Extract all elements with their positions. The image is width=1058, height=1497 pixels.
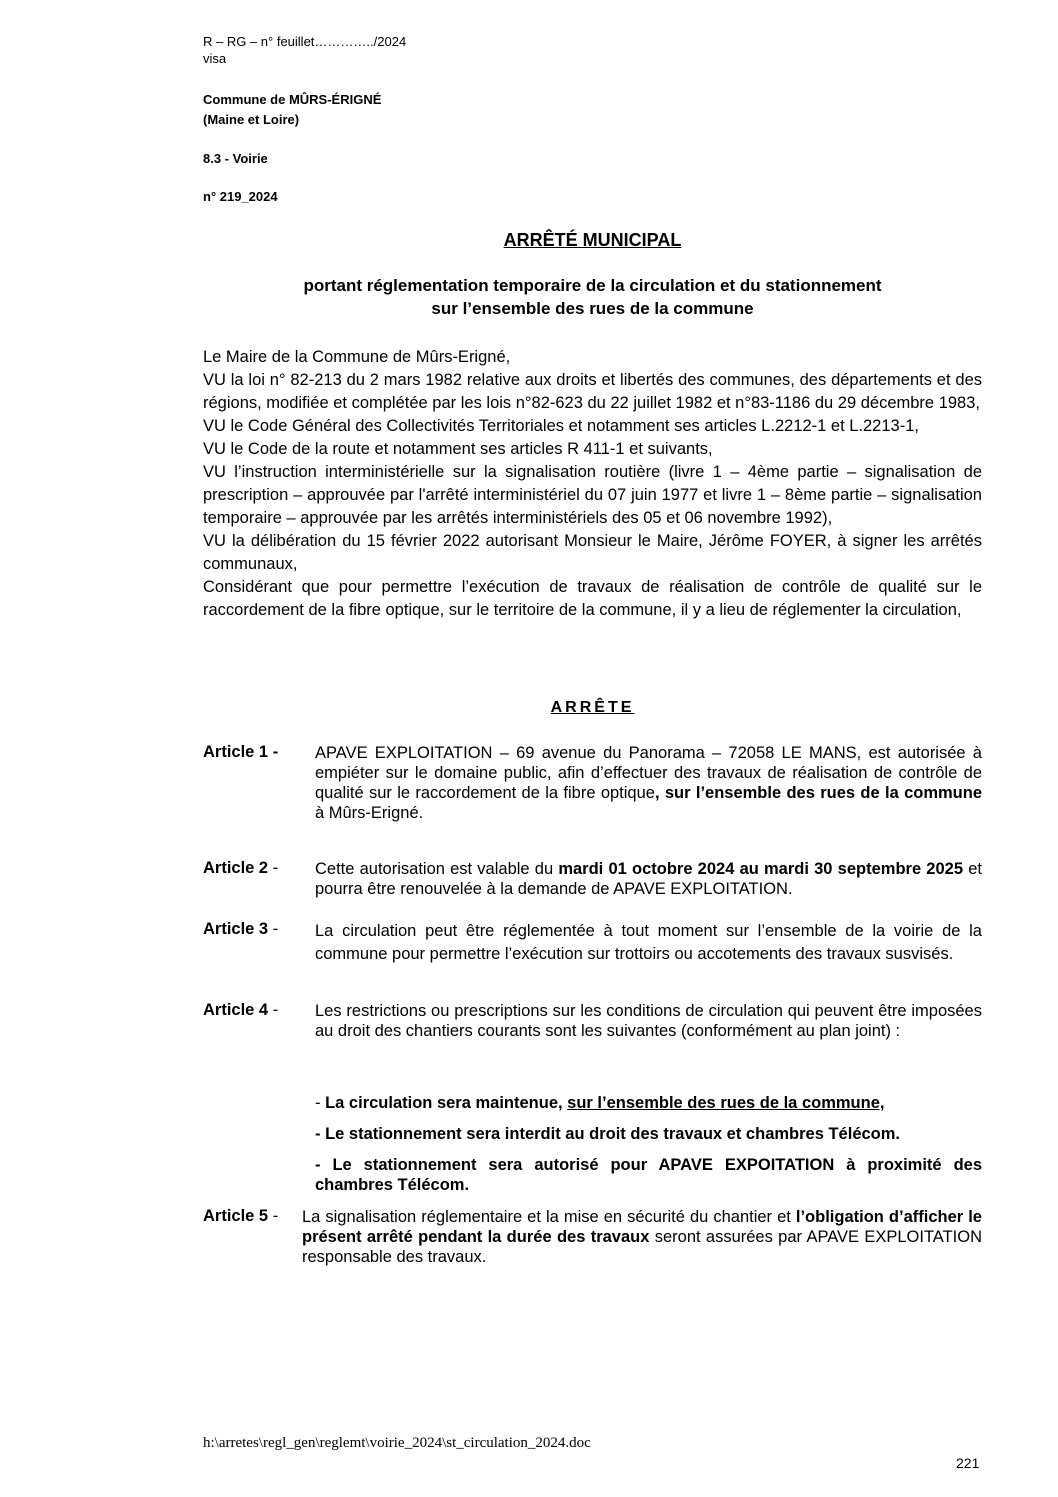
article-2-text-end: et pourra être renouvelée à la demande de APAVE EXPLOITATION. — [315, 860, 982, 898]
category-label: 8.3 - Voirie — [203, 151, 268, 166]
preamble-line: VU le Code de la route et notamment ses articles R 411-1 et suivants, — [203, 440, 713, 458]
preamble-line: VU le Code Général des Collectivités Territoriales et notamment ses articles L.2212-1 et L.2213-1, — [203, 417, 919, 435]
article-3-body — [315, 920, 982, 966]
article-3-text: La circulation peut être réglementée à tout moment sur l’ensemble de la voirie de la commune pour permettre l’exécution sur trottoirs ou accotements des travaux susvisés. — [315, 922, 982, 963]
arrete-number: n° 219_2024 — [203, 189, 278, 204]
article-2-text: Cette autorisation est valable du — [315, 860, 559, 878]
arrete-heading: ARRÊTE — [550, 699, 635, 716]
file-path: h:\arretes\regl_gen\reglemt\voirie_2024\st_circulation_2024.doc — [203, 1435, 591, 1451]
document-subtitle — [203, 274, 982, 320]
commune-name: Commune de MÛRS-ÉRIGNÉ — [203, 92, 382, 107]
page-number: 221 — [956, 1455, 980, 1471]
preamble — [203, 346, 982, 622]
preamble-line: VU la loi n° 82-213 du 2 mars 1982 relative aux droits et libertés des communes, des départements et des régions, modifiée et complétée par les lois n°82-623 du 22 juillet 1982 et n°83-1186 du 29 décembre 1983, — [203, 371, 982, 412]
article-4-text: Les restrictions ou prescriptions sur les conditions de circulation qui peuvent être imposées au droit des chantiers courants sont les suivantes (conformément au plan joint) : — [315, 1002, 982, 1040]
preamble-line: VU la délibération du 15 février 2022 autorisant Monsieur le Maire, Jérôme FOYER, à signer les arrêtés communaux, — [203, 532, 982, 573]
article-3-label: Article 3 - — [203, 920, 279, 938]
article-5-bold: l’obligation d’afficher le présent arrêté pendant la durée des travaux — [302, 1208, 982, 1246]
preamble-line: Considérant que pour permettre l’exécution de travaux de réalisation de contrôle de qualité sur le raccordement de la fibre optique, sur le territoire de la commune, il y a lieu de réglementer la circulation, — [203, 578, 982, 619]
article-1-text: APAVE EXPLOITATION – 69 avenue du Panorama – 72058 LE MANS, est autorisée à empiéter sur le domaine public, afin d’effectuer des travaux de réalisation de contrôle de qualité sur le raccordement de la fibre optique — [315, 744, 982, 802]
document-title: ARRÊTÉ MUNICIPAL — [503, 230, 682, 250]
article-4-item-3: - Le stationnement sera autorisé pour APAVE EXPOITATION à proximité des chambres Télécom. — [315, 1156, 982, 1194]
subtitle-line-1: portant réglementation temporaire de la circulation et du stationnement — [303, 276, 882, 295]
department-name: (Maine et Loire) — [203, 112, 300, 127]
visa-label: visa — [203, 51, 227, 66]
article-1-body — [315, 743, 982, 823]
article-1-label: Article 1 - — [203, 743, 279, 761]
preamble-line: Le Maire de la Commune de Mûrs-Erigné, — [203, 348, 511, 366]
article-5-text: La signalisation réglementaire et la mise en sécurité du chantier et — [302, 1208, 796, 1226]
article-5-label: Article 5 - — [203, 1207, 279, 1225]
article-4-label: Article 4 - — [203, 1001, 279, 1019]
subtitle-line-2: sur l’ensemble des rues de la commune — [431, 299, 754, 318]
article-4-body — [315, 1001, 982, 1041]
article-4-item-2: - Le stationnement sera interdit au droit des travaux et chambres Télécom. — [315, 1125, 901, 1143]
article-2-body — [315, 859, 982, 899]
form-reference: R – RG – n° feuillet…………../2024 — [203, 34, 407, 49]
article-5-body — [302, 1207, 982, 1267]
article-1-bold: , sur l’ensemble des rues de la commune — [654, 784, 982, 802]
article-5-text-end: seront assurées par APAVE EXPLOITATION responsable des travaux. — [302, 1228, 983, 1266]
article-1-text-end: à Mûrs-Erigné. — [315, 804, 424, 822]
article-4-item-1: - La circulation sera maintenue, sur l’ensemble des rues de la commune, — [315, 1094, 885, 1112]
preamble-line: VU l’instruction interministérielle sur la signalisation routière (livre 1 – 4ème partie – signalisation de prescription – approuvée par l'arrêté interministériel du 07 juin 1977 et livre 1 – 8ème partie – signalisation temporaire – approuvée par les arrêtés interministériels des 05 et 06 novembre 1992), — [203, 463, 982, 527]
article-2-label: Article 2 - — [203, 859, 279, 877]
article-2-dates: mardi 01 octobre 2024 au mardi 30 septembre 2025 — [558, 860, 964, 878]
